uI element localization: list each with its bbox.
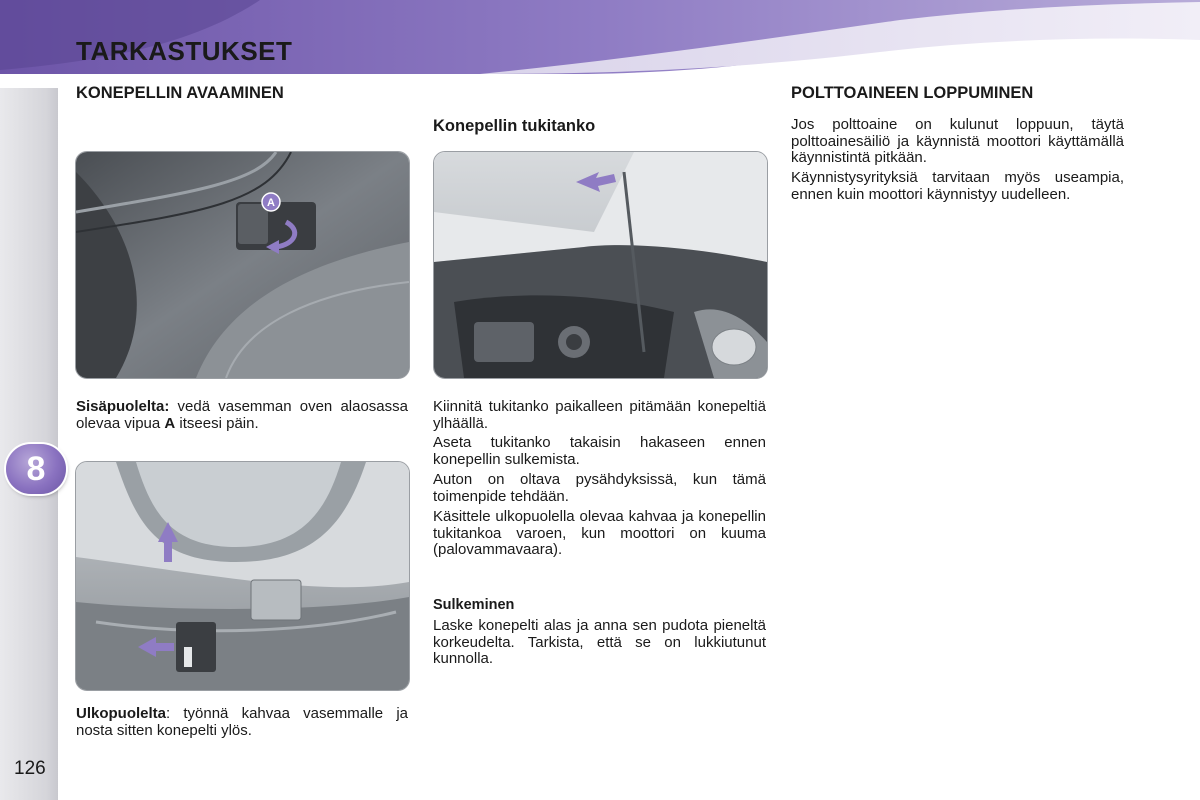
closing-paragraph: Laske konepelti alas ja anna sen pudota pieneltä korkeudelta. Tarkista, että se on lukkiutunut kunnolla. [433, 617, 766, 667]
caption-outside-release: Ulkopuolelta: työnnä kahvaa vasemmalle ja nosta sitten konepelti ylös. [76, 705, 408, 739]
hood-prop-rod-illustration [434, 152, 767, 378]
minor-heading-closing: Sulkeminen [433, 597, 515, 613]
prop-rod-paragraph-2: Aseta tukitanko takaisin hakaseen ennen konepellin sulkemista. [433, 434, 766, 468]
sub-heading-prop-rod: Konepellin tukitanko [433, 117, 596, 135]
caption-inside-release: Sisäpuolelta: vedä vasemman oven alaosassa olevaa vipua A itseesi päin. [76, 398, 408, 432]
figure-external-hood-catch [75, 461, 410, 691]
hood-release-lever-illustration [76, 152, 409, 378]
fuel-paragraph-2: Käynnistysyrityksiä tarvitaan myös useampia, ennen kuin moottori käynnistyy uudelleen. [791, 169, 1124, 203]
page-title: TARKASTUKSET [76, 36, 293, 66]
section-heading-hood-opening: KONEPELLIN AVAAMINEN [76, 84, 284, 102]
figure-hood-release-lever [75, 151, 410, 379]
label-a: A [267, 197, 275, 209]
prop-rod-paragraph-4: Käsittele ulkopuolella olevaa kahvaa ja konepellin tukitankoa varoen, kun moottori on kuuma (palovammavaara). [433, 508, 766, 558]
figure-hood-prop-rod [433, 151, 768, 379]
prop-rod-paragraph-3: Auton on oltava pysähdyksissä, kun tämä toimenpide tehdään. [433, 471, 766, 505]
chapter-tab: 8 [6, 444, 66, 494]
external-hood-catch-illustration [76, 462, 409, 690]
page-number: 126 [14, 758, 46, 779]
fuel-paragraph-1: Jos polttoaine on kulunut loppuun, täytä polttoainesäiliö ja käynnistä moottori käyttämällä käynnistintä pitkään. [791, 116, 1124, 166]
section-heading-fuel-running-out: POLTTOAINEEN LOPPUMINEN [791, 84, 1034, 102]
prop-rod-paragraph-1: Kiinnitä tukitanko paikalleen pitämään konepeltiä ylhäällä. [433, 398, 766, 432]
